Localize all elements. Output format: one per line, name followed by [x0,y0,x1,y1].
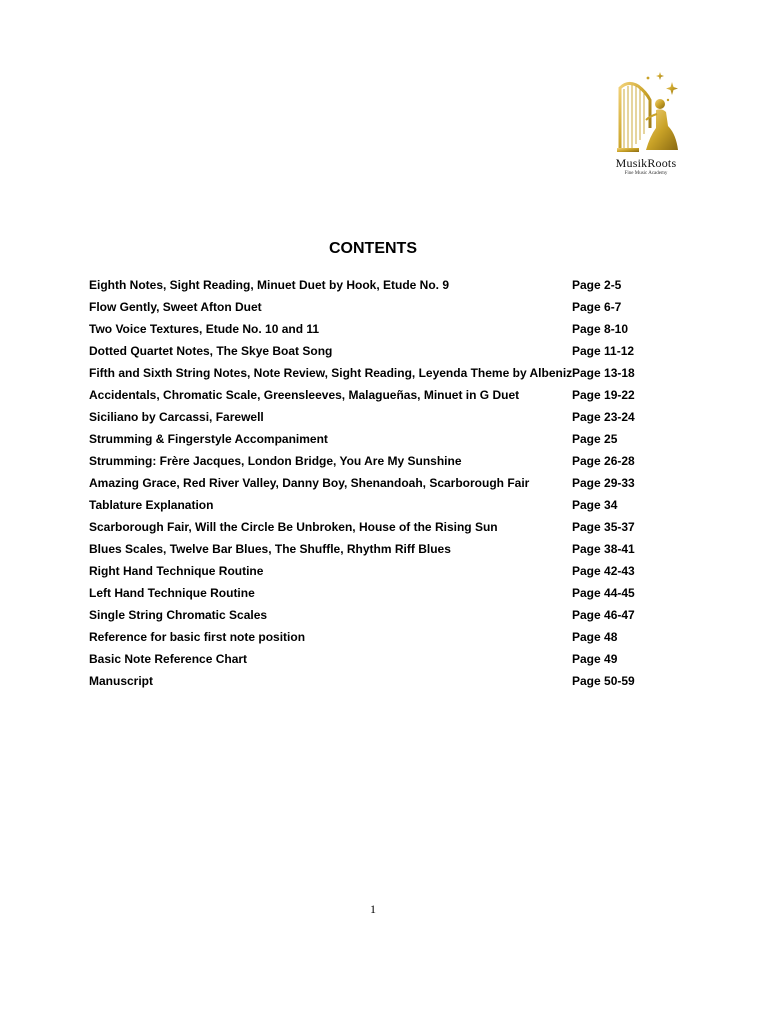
toc-entry[interactable] [89,582,649,604]
toc-entry-title: Two Voice Textures, Etude No. 10 and 11 [89,322,320,336]
musikroots-logo [604,70,688,182]
toc-entry-title: Amazing Grace, Red River Valley, Danny Boy, Shenandoah, Scarborough Fair [89,476,530,490]
toc-entry[interactable] [89,296,649,318]
toc-entry-page: Page 42-43 [572,564,635,578]
page-number: 1 [370,902,376,916]
toc-entry-title: Basic Note Reference Chart [89,652,248,666]
table-of-contents [89,274,649,692]
toc-entry-title: Left Hand Technique Routine [89,586,255,600]
toc-entry-title: Eighth Notes, Sight Reading, Minuet Duet by Hook, Etude No. 9 [89,278,450,292]
toc-entry-title: Reference for basic first note position [89,630,306,644]
toc-entry[interactable] [89,604,649,626]
toc-entry[interactable] [89,318,649,340]
toc-entry-page: Page 8-10 [572,322,629,336]
toc-entry-page: Page 6-7 [572,300,622,314]
toc-entry[interactable] [89,516,649,538]
toc-entry-title: Accidentals, Chromatic Scale, Greensleeves, Malagueñas, Minuet in G Duet [89,388,520,402]
toc-entry-page: Page 34 [572,498,618,512]
toc-entry-page: Page 19-22 [572,388,635,402]
toc-entry[interactable] [89,472,649,494]
toc-entry-title: Tablature Explanation [89,498,214,512]
toc-entry[interactable] [89,340,649,362]
toc-entry-title: Dotted Quartet Notes, The Skye Boat Song [89,344,333,358]
toc-entry-title: Manuscript [89,674,154,688]
toc-entry-page: Page 11-12 [572,344,635,358]
toc-entry-page: Page 44-45 [572,586,635,600]
brand-name: MusikRoots [615,156,677,170]
toc-entry[interactable] [89,626,649,648]
toc-entry-title: Flow Gently, Sweet Afton Duet [89,300,262,314]
toc-entry-title: Scarborough Fair, Will the Circle Be Unbroken, House of the Rising Sun [89,520,498,534]
toc-entry-page: Page 29-33 [572,476,635,490]
toc-entry[interactable] [89,406,649,428]
toc-entry[interactable] [89,538,649,560]
toc-entry-page: Page 50-59 [572,674,635,688]
toc-entry-page: Page 25 [572,432,618,446]
toc-entry-title: Fifth and Sixth String Notes, Note Review, Sight Reading, Leyenda Theme by Albeniz [89,366,573,380]
toc-entry-page: Page 38-41 [572,542,635,556]
toc-entry[interactable] [89,428,649,450]
toc-entry[interactable] [89,450,649,472]
toc-entry-title: Siciliano by Carcassi, Farewell [89,410,264,424]
toc-entry-title: Right Hand Technique Routine [89,564,264,578]
brand-tagline: Fine Music Academy [624,171,668,176]
toc-entry-page: Page 49 [572,652,618,666]
harpist-icon [610,70,682,154]
page-title: CONTENTS [329,240,417,257]
toc-entry[interactable] [89,384,649,406]
toc-entry-page: Page 26-28 [572,454,635,468]
toc-entry[interactable] [89,560,649,582]
toc-entry-title: Single String Chromatic Scales [89,608,268,622]
toc-entry-page: Page 48 [572,630,618,644]
toc-entry-page: Page 35-37 [572,520,635,534]
toc-entry-page: Page 46-47 [572,608,635,622]
toc-entry[interactable] [89,670,649,692]
toc-entry[interactable] [89,274,649,296]
toc-entry-title: Strumming & Fingerstyle Accompaniment [89,432,328,446]
toc-entry-title: Strumming: Frère Jacques, London Bridge, You Are My Sunshine [89,454,462,468]
toc-entry-page: Page 2-5 [572,278,622,292]
toc-entry-page: Page 13-18 [572,366,635,380]
toc-entry[interactable] [89,648,649,670]
toc-entry[interactable] [89,494,649,516]
toc-entry[interactable] [89,362,649,384]
toc-entry-title: Blues Scales, Twelve Bar Blues, The Shuffle, Rhythm Riff Blues [89,542,451,556]
toc-entry-page: Page 23-24 [572,410,635,424]
